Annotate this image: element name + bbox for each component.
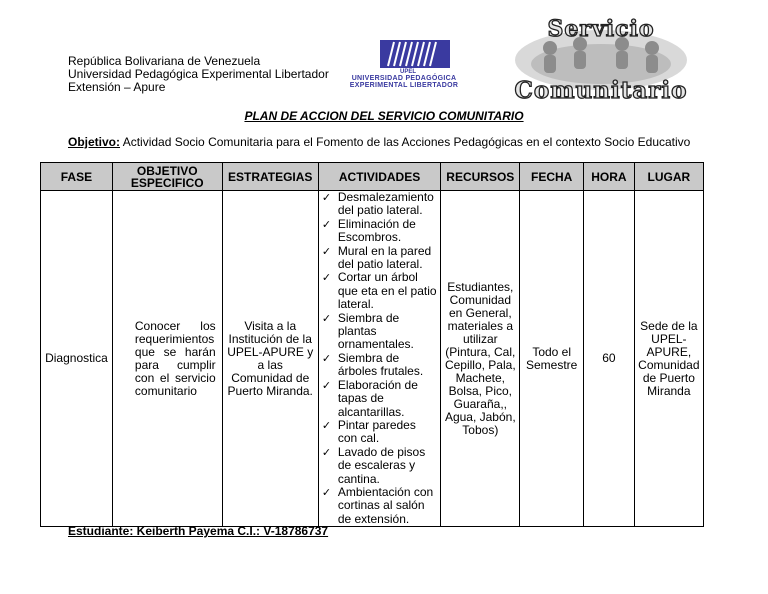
header-line-republic: República Bolivariana de Venezuela: [68, 54, 261, 68]
cell-recursos: Estudiantes, Comunidad en General, materiales a utilizar (Pintura, Cal, Cepillo, Pala, Machete, Bolsa, Pico, Guaraña,, Agua, Jabón, Tobos): [441, 191, 520, 527]
list-item: ✓ Cortar un árbol que eta en el patio lateral.: [322, 271, 438, 311]
list-item: ✓ Desmalezamiento del patio lateral.: [322, 191, 438, 218]
col-header-fecha: FECHA: [520, 163, 584, 191]
upel-logo: [340, 40, 468, 89]
col-header-hora: HORA: [584, 163, 635, 191]
list-item: ✓ Siembra de árboles frutales.: [322, 352, 438, 379]
institution-header: [68, 55, 329, 94]
list-item: ✓ Pintar paredes con cal.: [322, 419, 438, 446]
header-line-extension: Extensión – Apure: [68, 80, 166, 94]
col-header-recursos: RECURSOS: [441, 163, 520, 191]
objective-text: Actividad Socio Comunitaria para el Fomento de las Acciones Pedagógicas en el contexto Socio Educativo: [120, 135, 691, 149]
objective-label: Objetivo:: [68, 135, 121, 149]
col-header-actividades: ACTIVIDADES: [318, 163, 441, 191]
list-item: ✓ Lavado de pisos de escaleras y cantina.: [322, 446, 438, 486]
action-plan-table: [40, 162, 704, 527]
logo-word-servicio: Servicio: [547, 16, 655, 42]
logo-word-comunitario: Comunitario: [514, 77, 688, 104]
cell-objetivo: Conocer los requerimientos que se harán para cumplir con el servicio comunitario: [112, 191, 222, 527]
activities-list: [322, 191, 438, 526]
list-item: ✓ Elaboración de tapas de alcantarillas.: [322, 379, 438, 419]
cell-actividades: [318, 191, 441, 527]
col-header-estrategias: ESTRATEGIAS: [222, 163, 318, 191]
cell-fecha: Todo el Semestre: [520, 191, 584, 527]
list-item: ✓ Eliminación de Escombros.: [322, 218, 438, 245]
table-row: [41, 191, 704, 527]
col-header-lugar: LUGAR: [634, 163, 703, 191]
cell-fase: Diagnostica: [41, 191, 113, 527]
upel-emblem-icon: [380, 40, 450, 68]
page-title: PLAN DE ACCION DEL SERVICIO COMUNITARIO: [244, 109, 524, 123]
upel-abbr: UPEL: [400, 69, 417, 75]
student-signature-line: Estudiante: Keiberth Payema C.I.: V-18786737: [68, 524, 329, 538]
cell-estrategias: Visita a la Institución de la UPEL-APURE y a las Comunidad de Puerto Miranda.: [222, 191, 318, 527]
col-header-fase: FASE: [41, 163, 113, 191]
cell-hora: 60: [584, 191, 635, 527]
upel-logo-line2: EXPERIMENTAL LIBERTADOR: [349, 82, 459, 89]
list-item: ✓ Ambientación con cortinas al salón de extensión.: [322, 486, 438, 526]
header-line-university: Universidad Pedagógica Experimental Libertador: [68, 67, 329, 81]
servicio-comunitario-logo: [490, 14, 712, 104]
objective: [68, 135, 690, 149]
upel-logo-line1: UNIVERSIDAD PEDAGÓGICA: [351, 75, 457, 82]
table-header-row: [41, 163, 704, 191]
col-header-objetivo: OBJETIVO ESPECIFICO: [112, 163, 222, 191]
list-item: ✓ Mural en la pared del patio lateral.: [322, 245, 438, 272]
list-item: ✓ Siembra de plantas ornamentales.: [322, 312, 438, 352]
cell-lugar: Sede de la UPEL-APURE, Comunidad de Puerto Miranda: [634, 191, 703, 527]
